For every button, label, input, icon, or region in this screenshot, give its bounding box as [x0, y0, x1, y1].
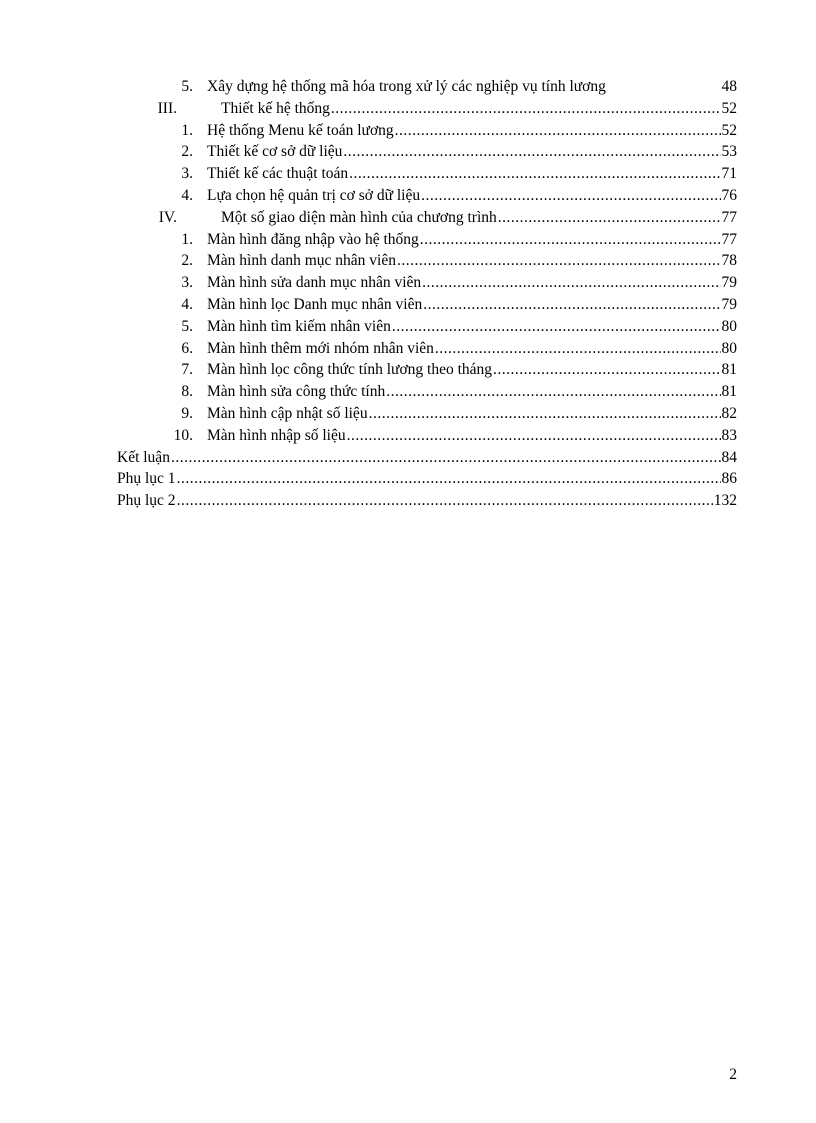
- toc-leader-dots: [395, 120, 721, 142]
- toc-entry-title: Phụ lục 2: [117, 492, 176, 510]
- toc-entry-number: 2.: [181, 143, 193, 161]
- toc-entry-1-dang-nhap[interactable]: [117, 229, 737, 251]
- toc-entry-title: Thiết kế hệ thống: [221, 99, 330, 117]
- toc-entry-number: 7.: [181, 361, 193, 379]
- toc-leader-dots: [177, 490, 713, 512]
- toc-entry-page: 79: [721, 274, 737, 292]
- toc-entry-title: Thiết kế cơ sở dữ liệu: [207, 143, 343, 161]
- toc-entry-3-thuat-toan[interactable]: [117, 163, 737, 185]
- toc-entry-page: 132: [713, 492, 737, 510]
- toc-entry-IV-giao-dien[interactable]: [117, 207, 737, 229]
- toc-leader-dots: [423, 294, 720, 316]
- toc-leader-dots: [343, 141, 720, 163]
- toc-entry-number: 1.: [181, 121, 193, 139]
- toc-entry-page: 83: [721, 426, 737, 444]
- toc-leader-dots: [435, 338, 721, 360]
- toc-entry-title: Màn hình đăng nhập vào hệ thống: [207, 230, 419, 248]
- toc-entry-5-tim-kiem[interactable]: [117, 316, 737, 338]
- toc-entry-2-danh-muc[interactable]: [117, 250, 737, 272]
- toc-entry-page: 77: [721, 208, 737, 226]
- toc-entry-number: IV.: [158, 208, 177, 226]
- toc-entry-title: Màn hình sửa công thức tính: [207, 383, 386, 401]
- toc-entry-page: 86: [721, 470, 737, 488]
- toc-entry-title: Màn hình lọc Danh mục nhân viên: [207, 295, 423, 313]
- toc-entry-number: 3.: [181, 274, 193, 292]
- toc-entry-number: 5.: [181, 317, 193, 335]
- toc-leader-dots: [498, 207, 721, 229]
- toc-leader-dots: [422, 272, 720, 294]
- toc-entry-number: 9.: [181, 404, 193, 422]
- toc-leader-dots: [177, 468, 721, 490]
- toc-entry-3-sua-danh-muc[interactable]: [117, 272, 737, 294]
- toc-entry-ket-luan[interactable]: [117, 447, 737, 469]
- toc-leader-dots: [171, 447, 721, 469]
- toc-entry-page: 79: [721, 295, 737, 313]
- toc-entry-page: 82: [721, 404, 737, 422]
- toc-entry-page: 80: [721, 339, 737, 357]
- toc-entry-title: Màn hình danh mục nhân viên: [207, 252, 396, 270]
- toc-entry-number: 3.: [181, 165, 193, 183]
- toc-entry-title: Màn hình tìm kiếm nhân viên: [207, 317, 391, 335]
- toc-entry-phu-luc-2[interactable]: [117, 490, 737, 512]
- toc-entry-page: 71: [721, 165, 737, 183]
- toc-entry-page: 78: [721, 252, 737, 270]
- toc-entry-4-he-quan-tri[interactable]: [117, 185, 737, 207]
- toc-entry-page: 81: [721, 361, 737, 379]
- toc-entry-title: Thiết kế các thuật toán: [207, 165, 349, 183]
- toc-entry-9-cap-nhat[interactable]: [117, 403, 737, 425]
- toc-leader-dots: [397, 250, 721, 272]
- toc-entry-III-thiet-ke-he-thong[interactable]: [117, 98, 737, 120]
- toc-entry-page: 77: [721, 230, 737, 248]
- toc-entry-number: 10.: [173, 426, 193, 444]
- toc-leader-dots: [331, 98, 721, 120]
- toc-entry-page: 84: [721, 448, 737, 466]
- toc-entry-page: 52: [721, 121, 737, 139]
- toc-entry-10-nhap-so-lieu[interactable]: [117, 425, 737, 447]
- toc-entry-4-loc-danh-muc[interactable]: [117, 294, 737, 316]
- toc-entry-title: Kết luận: [117, 448, 170, 466]
- toc-leader-dots: [392, 316, 721, 338]
- toc-entry-title: Lựa chọn hệ quản trị cơ sở dữ liệu: [207, 186, 421, 204]
- toc-entry-number: 4.: [181, 186, 193, 204]
- toc-entry-page: 52: [721, 99, 737, 117]
- toc-leader-dots: [386, 381, 720, 403]
- toc-entry-phu-luc-1[interactable]: [117, 468, 737, 490]
- toc-entry-page: 76: [721, 186, 737, 204]
- toc-leader-dots: [420, 229, 721, 251]
- page-number: 2: [729, 1066, 737, 1083]
- toc-leader-dots: [421, 185, 720, 207]
- toc-entry-page: 53: [721, 143, 737, 161]
- toc-entry-1-menu[interactable]: [117, 120, 737, 142]
- toc-entry-title: Màn hình cập nhật số liệu: [207, 404, 368, 422]
- toc-leader-dots: [369, 403, 721, 425]
- toc-leader-dots: [493, 359, 720, 381]
- toc-entry-title: Màn hình thêm mới nhóm nhân viên: [207, 339, 434, 357]
- toc-entry-number: III.: [157, 99, 177, 117]
- toc-entry-page: 48: [721, 78, 737, 95]
- toc-entry-number: 4.: [181, 295, 193, 313]
- toc-entry-number: 8.: [181, 383, 193, 401]
- toc-entry-5-ma-hoa[interactable]: [117, 76, 737, 98]
- toc-entry-title: Xây dựng hệ thống mã hóa trong xử lý các nghiệp vụ tính lương: [207, 78, 606, 95]
- toc-entry-number: 5.: [181, 78, 193, 95]
- toc-entry-title: Màn hình sửa danh mục nhân viên: [207, 274, 422, 292]
- toc-entry-2-csdl[interactable]: [117, 141, 737, 163]
- table-of-contents: [117, 76, 737, 512]
- toc-entry-title: Màn hình lọc công thức tính lương theo tháng: [207, 361, 493, 379]
- toc-entry-title: Màn hình nhập số liệu: [207, 426, 346, 444]
- toc-entry-7-loc-cong-thuc[interactable]: [117, 359, 737, 381]
- toc-entry-number: 2.: [181, 252, 193, 270]
- toc-entry-number: 1.: [181, 230, 193, 248]
- toc-entry-number: 6.: [181, 339, 193, 357]
- toc-entry-page: 81: [721, 383, 737, 401]
- toc-leader-dots: [347, 425, 721, 447]
- toc-entry-page: 80: [721, 317, 737, 335]
- toc-entry-title: Hệ thống Menu kế toán lương: [207, 121, 394, 139]
- toc-entry-8-sua-cong-thuc[interactable]: [117, 381, 737, 403]
- toc-leader-dots: [349, 163, 720, 185]
- toc-entry-title: Phụ lục 1: [117, 470, 176, 488]
- toc-entry-6-them-nhom[interactable]: [117, 338, 737, 360]
- toc-entry-title: Một số giao diện màn hình của chương trình: [221, 208, 497, 226]
